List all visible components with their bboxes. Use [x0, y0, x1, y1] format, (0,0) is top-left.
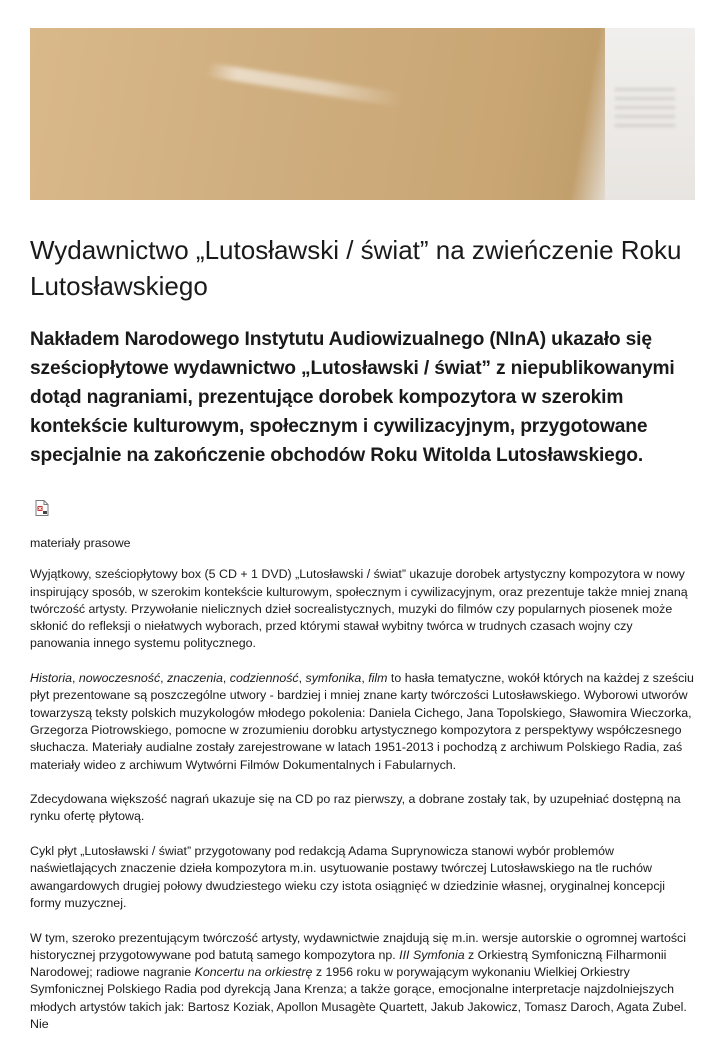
- work-title-koncert-na-orkiestre: Koncertu na orkiestrę: [194, 965, 313, 980]
- paragraph-5: [30, 930, 694, 1034]
- paragraph-2-text: to hasła tematyczne, wokół których na każdej z sześciu płyt prezentowane są poszczególne utwory - bardziej i mniej znane karty twórczości Lutosławskiego. Wyborowi utworów towarzyszą teksty polskich muzykologów młodego pokolenia: Daniela Cichego, Jana Topolskiego, Sławomira Wieczorka, Grzegorza Piotrowskiego, pomocne w zrozumieniu dorobku artystycznego kompozytora z perspektywy współczesnego słuchacza. Materiały audialne zostały zarejestrowane w latach 1951-2013 i pochodzą z archiwum Polskiego Radia, zaś materiały wideo z archiwum Wytwórni Filmów Dokumentalnych i Fabularnych.: [30, 671, 694, 772]
- article-title: Wydawnictwo „Lutosławski / świat” na zwieńczenie Roku Lutosławskiego: [30, 235, 682, 301]
- article-lead: Nakładem Narodowego Instytutu Audiowizualnego (NInA) ukazało się sześciopłytowe wydawnictwo „Lutosławski / świat” z niepublikowanymi dotąd nagraniami, prezentujące dorobek kompozytora w szerokim kontekście kulturowym, społecznym i cywilizacyjnym, przygotowane specjalnie na zakończenie obchodów Roku Witolda Lutosławskiego.: [30, 329, 675, 466]
- paragraph-1: Wyjątkowy, sześciopłytowy box (5 CD + 1 DVD) „Lutosławski / świat” ukazuje dorobek artystyczny kompozytora w nowy inspirujący sposób, w szerokim kontekście kulturowym, społecznym i cywilizacyjnym, oraz prezentuje także mniej znaną twórczość artysty. Przywołanie nielicznych dzieł socrealistycznych, muzyki do filmów czy popularnych piosenek może skłonić do refleksji o niełatwych wyborach, przed którymi stawał wybitny twórca w trudnych czasach wojny czy panowania innego systemu politycznego.: [30, 567, 688, 651]
- paragraph-5-text-b: z Orkiestrą Symfoniczną Filharmonii Narodowej; radiowe nagranie: [30, 947, 667, 980]
- theme-symfonika: symfonika: [305, 671, 362, 686]
- file-attachment-icon[interactable]: [35, 500, 49, 516]
- hero-image-blurred-caption: [205, 62, 405, 107]
- theme-codziennosc: codzienność: [229, 671, 299, 686]
- paragraph-2: Historia, nowoczesność, znaczenia, codzienność, symfonika, film to hasła tematyczne, wokół których na każdej z sześciu płyt prezentowane są poszczególne utwory - bardziej i mniej znane karty twórczości Lutosławskiego. Wyborowi utworów towarzyszą teksty polskich muzykologów młodego pokolenia: Daniela Cichego, Jana Topolskiego, Sławomira Wieczorka, Grzegorza Piotrowskiego, pomocne w zrozumieniu dorobku artystycznego kompozytora z perspektywy współczesnego słuchacza. Materiały audialne zostały zarejestrowane w latach 1951-2013 i pochodzą z archiwum Polskiego Radia, zaś materiały wideo z archiwum Wytwórni Filmów Dokumentalnych i Fabularnych.: [30, 671, 694, 772]
- paragraph-5-text-c: z 1956 roku w porywającym wykonaniu Wielkiej Orkiestry Symfonicznej Polskiego Radia pod dyrekcją Jana Krenza; a także gorące, emocjonalne interpretacje najzdolniejszych młodych artystów takich jak: Bartosz Koziak, Apollon Musagète Quartett, Jakub Jakowicz, Tomasz Daroch, Agata Zubel. Nie: [30, 965, 687, 1032]
- theme-nowoczesnosc: nowoczesność: [78, 671, 161, 686]
- hero-image-side-text: [615, 88, 675, 128]
- theme-historia: Historia: [30, 671, 72, 686]
- theme-znaczenia: znaczenia: [167, 671, 223, 686]
- work-title-iii-symfonia: III Symfonia: [399, 947, 465, 962]
- article-body: [30, 535, 694, 1051]
- hero-image-side-panel: [605, 28, 695, 200]
- attachment-label[interactable]: materiały prasowe: [30, 536, 131, 550]
- paragraph-3: Zdecydowana większość nagrań ukazuje się na CD po raz pierwszy, a dobrane zostały tak, by uzupełniać dostępną na rynku ofertę płytową.: [30, 792, 681, 824]
- paragraph-4: Cykl płyt „Lutosławski / świat” przygotowany pod redakcją Adama Suprynowicza stanowi wybór problemów naświetlających znaczenie dzieła kompozytora m.in. usytuowanie postawy twórczej Lutosławskiego na tle ruchów awangardowych drugiej połowy dwudziestego wieku czy istota osiągnięć w dziedzinie własnej, oryginalnej koncepcji formy muzycznej.: [30, 844, 666, 910]
- theme-film: film: [368, 671, 388, 686]
- paragraph-5-text-a: W tym, szeroko prezentującym twórczość artysty, wydawnictwie znajdują się m.in. wersje autorskie o ogromnej wartości historycznej przygotowywane pod batutą samego kompozytora np.: [30, 930, 687, 962]
- hero-image: [30, 28, 695, 200]
